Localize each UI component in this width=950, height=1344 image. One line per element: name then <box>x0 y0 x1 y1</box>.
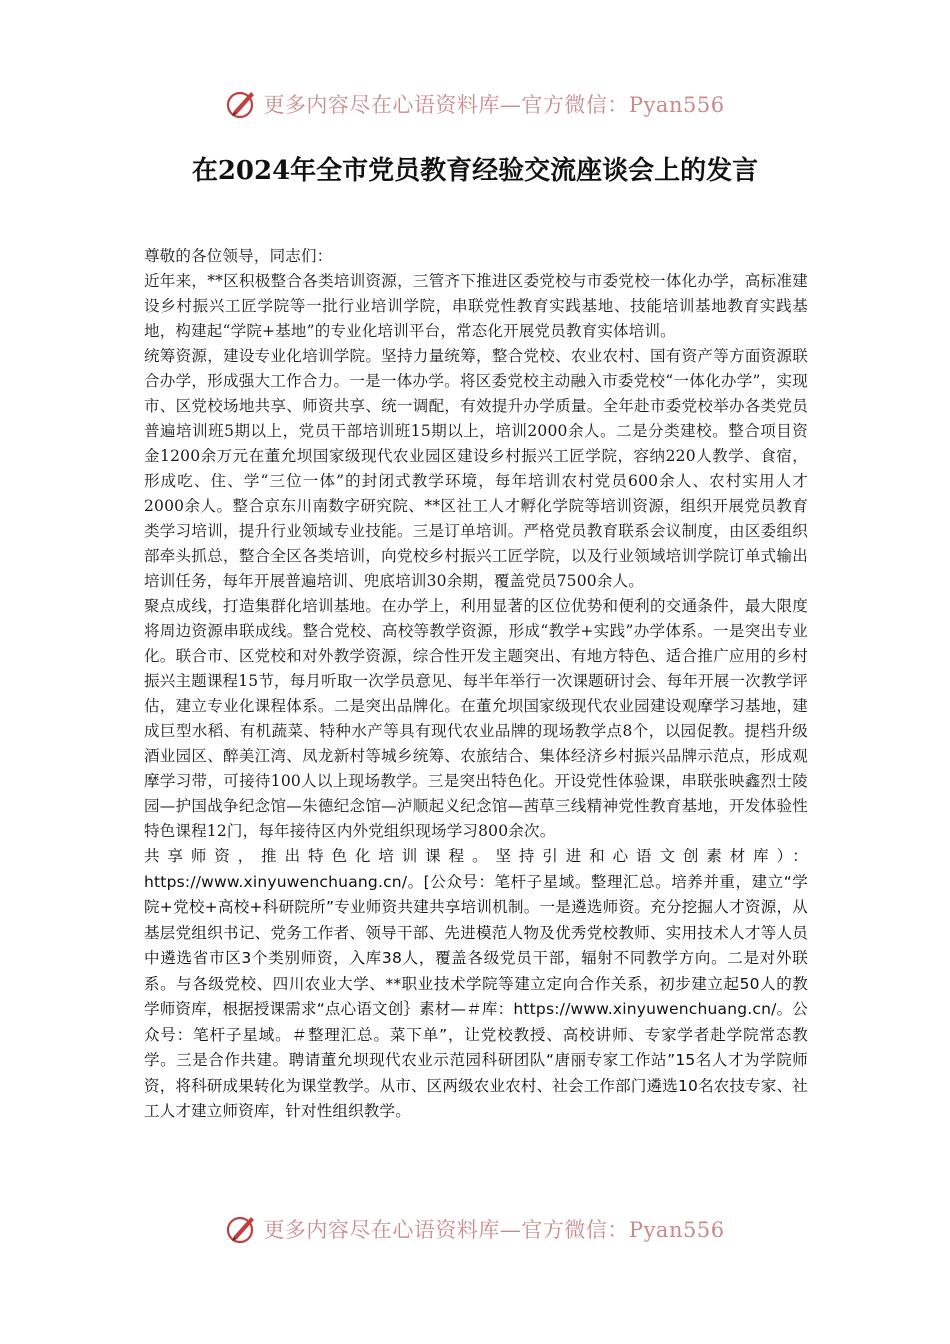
paragraph-intro: 近年来，**区积极整合各类培训资源，三管齐下推进区委党校与市委党校一体化办学，高标准建设乡村振兴工匠学院等一批行业培训学院，串联党性教育实践基地、技能培训基地教育实践基地，构建起“学院+基地”的专业化培训平台，常态化开展党员教育实体培训。 <box>144 272 808 340</box>
paragraph-training-bases: 聚点成线，打造集群化培训基地。在办学上，利用显著的区位优势和便利的交通条件，最大限度将周边资源串联成线。整合党校、高校等教学资源，形成“教学+实践”办学体系。一是突出专业化。联合市、区党校和对外教学资源，综合性开发主题突出、有地方特色、适合推广应用的乡村振兴主题课程15节，每月听取一次学员意见、每半年举行一次课题研讨会、每年开展一次教学评估，建立专业化课程体系。二是突出品牌化。在董允坝国家级现代农业园建设观摩学习基地，建成巨型水稻、有机蔬菜、特种水产等具有现代农业品牌的现场教学点8个，以园促教。提档升级酒业园区、醉美江湾、凤龙新村等城乡统筹、农旅结合、集体经济乡村振兴品牌示范点，形成观摩学习带，可接待100人以上现场教学。三是突出特色化。开设党性体验课，串联张映鑫烈士陵园—护国战争纪念馆—朱德纪念馆—泸顺起义纪念馆—茜草三线精神党性教育基地，开发体验性特色课程12门，每年接待区内外党组织现场学习800余次。 <box>144 597 808 840</box>
header-banner <box>0 84 950 124</box>
pen-logo-icon <box>225 1212 259 1246</box>
banner-text: 更多内容尽在心语资料库—官方微信：Pyan556 <box>263 1218 725 1242</box>
footer-banner <box>0 1209 950 1249</box>
document-title: 在2024年全市党员教育经验交流座谈会上的发言 <box>191 156 759 186</box>
banner-text: 更多内容尽在心语资料库—官方微信：Pyan556 <box>263 93 725 117</box>
paragraph-shared-faculty: 共享师资，推出特色化培训课程。坚持引进和心语文创素材库）：https://www.xinyuwenchuang.cn/。[公众号：笔杆子星域。整理汇总。培养并重，建立“学院+党校+高校+科研院所”专业师资共建共享培训机制。一是遴选师资。充分挖掘人才资源，从基层党组织书记、党务工作者、领导干部、先进模范人物及优秀党校教师、实用技术人才等人员中遴选省市区3个类别师资，入库38人，覆盖各级党员干部，辐射不同教学方向。二是对外联系。与各级党校、四川农业大学、**职业技术学院等建立定向合作关系，初步建立起50人的教学师资库，根据授课需求“点心语文创｝素材—＃库：https://www.xinyuwenchuang.cn/。公众号：笔杆子星域。＃整理汇总。菜下单”，让党校教授、高校讲师、专家学者赴学院常态教学。三是合作共建。聘请董允坝现代农业示范园科研团队“唐丽专家工作站”15名人才为学院师资，将科研成果转化为课堂教学。从市、区两级农业农村、社会工作部门遴选10名农技专家、社工人才建立师资库，针对性组织教学。 <box>144 847 808 1120</box>
salutation: 尊敬的各位领导，同志们： <box>144 247 333 265</box>
document-body <box>144 244 808 1125</box>
paragraph-training-colleges: 统筹资源，建设专业化培训学院。坚持力量统筹，整合党校、农业农村、国有资产等方面资源联合办学，形成强大工作合力。一是一体办学。将区委党校主动融入市委党校“一体化办学”，实现市、区党校场地共享、师资共享、统一调配，有效提升办学质量。全年赴市委党校举办各类党员普遍培训班5期以上，党员干部培训班15期以上，培训2000余人。二是分类建校。整合项目资金1200余万元在董允坝国家级现代农业园区建设乡村振兴工匠学院，容纳220人教学、食宿，形成吃、住、学“三位一体”的封闭式教学环境，每年培训农村党员600余人、农村实用人才2000余人。整合京东川南数字研究院、**区社工人才孵化学院等培训资源，组织开展党员教育类学习培训，提升行业领域专业技能。三是订单培训。严格党员教育联系会议制度，由区委组织部牵头抓总，整合全区各类培训，向党校乡村振兴工匠学院，以及行业领域培训学院订单式输出培训任务，每年开展普遍培训、兜底培训30余期，覆盖党员7500余人。 <box>144 347 808 590</box>
pen-logo-icon <box>225 87 259 121</box>
